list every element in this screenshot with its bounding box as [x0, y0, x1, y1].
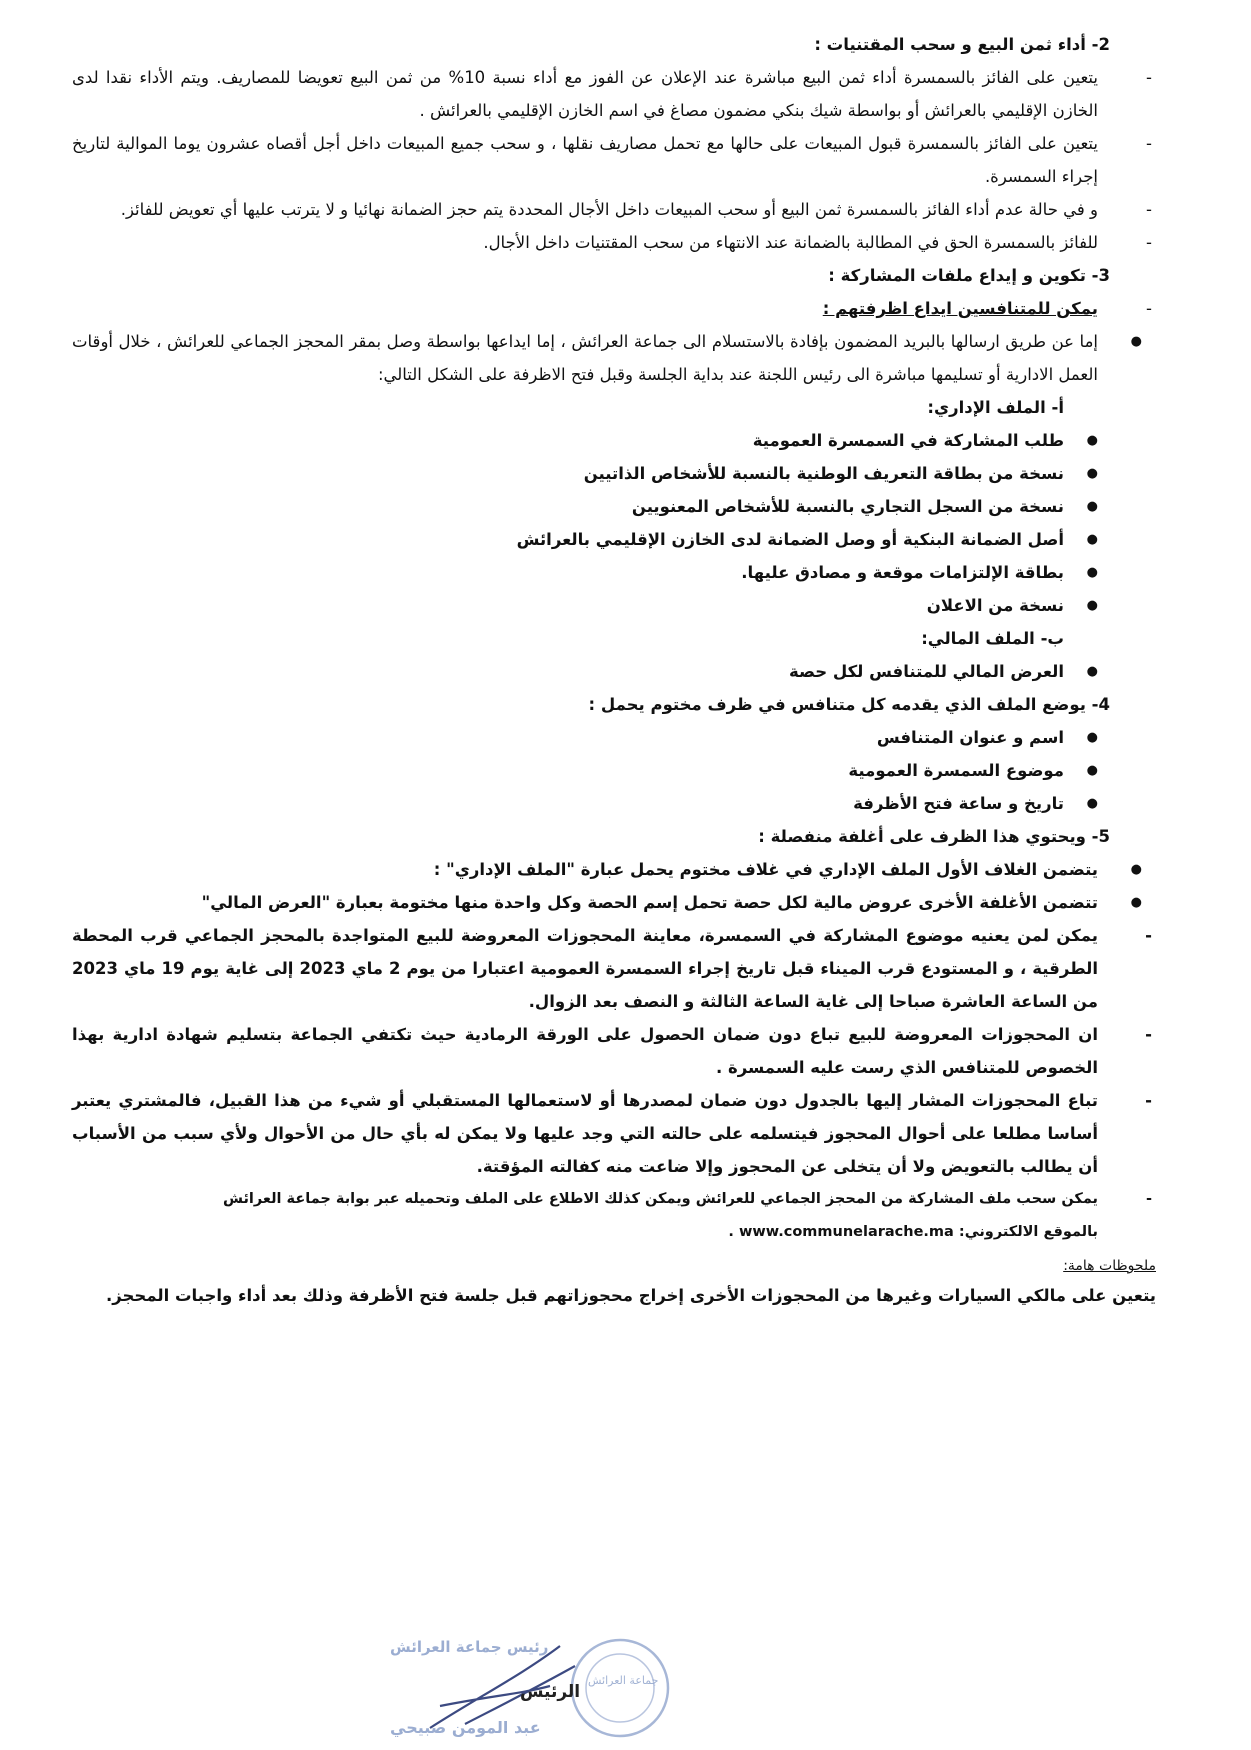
general-note: - يمكن لمن يعنيه موضوع المشاركة في السمسرة، معاينة المحجوزات المعروضة للبيع المتواجدة بالمحجز الجماعي قرب المحطة الطرقية ، و المستودع قرب الميناء قبل تاريخ إجراء السمسرة العمومية اعتبارا من يوم 2 ماي 2023 إلى غاية يوم 19 ماي 2023 من الساعة العاشرة صباحا إلى غاية الساعة الثالثة و النصف بعد الزوال. [72, 926, 1152, 1011]
signatory-name: عبد المومن صبيحي [390, 1718, 541, 1737]
s5-item: ● تتضمن الأغلفة الأخرى عروض مالية لكل حصة تحمل إسم الحصة وكل واحدة منها مختومة بعبارة "العرض المالي" [201, 893, 1142, 912]
s2-item: - للفائز بالسمسرة الحق في المطالبة بالضمانة عند الانتهاء من سحب المقتنيات داخل الأجال. [483, 233, 1152, 252]
s2-item: - يتعين على الفائز بالسمسرة قبول المبيعات على حالها مع تحمل مصاريف نقلها ، و سحب جميع المبيعات داخل أجل أقصاه عشرون يوما الموالية لتاريخ إجراء السمسرة. [72, 134, 1152, 186]
admin-item: ● نسخة من بطاقة التعريف الوطنية بالنسبة للأشخاص الذاتيين [583, 464, 1098, 483]
stamp-top-text: رئيس جماعة العرائش [390, 1638, 549, 1656]
admin-item: ● بطاقة الإلتزامات موقعة و مصادق عليها. [741, 563, 1098, 582]
admin-item: ● نسخة من الاعلان [926, 596, 1098, 615]
general-note: - ان المحجوزات المعروضة للبيع تباع دون ضمان الحصول على الورقة الرمادية حيث تكتفي الجماعة بتسليم شهادة ادارية بهذا الخصوص للمتنافس الذي رست عليه السمسرة . [72, 1025, 1152, 1077]
general-note: - تباع المحجوزات المشار إليها بالجدول دون ضمان لمصدرها أو لاستعمالها المستقبلي أو شيء من هذا القبيل، فالمشتري يعتبر أساسا مطلعا على أحوال المحجوز فيتسلمه على حالته التي وجد عليها ولا يمكن له بأي حال من الأحوال ولأي سبب من الأسباب أن يطالب بالتعويض ولا أن يتخلى عن المحجوز وإلا ضاعت منه كفالته المؤقتة. [72, 1091, 1152, 1176]
envelope-item: ● اسم و عنوان المتنافس [876, 728, 1098, 747]
download-note: - يمكن سحب ملف المشاركة من المحجز الجماعي للعرائش ويمكن كذلك الاطلاع على الملف وتحميله عبر بوابة جماعة العرائش بالموقع الالكتروني: www.communelarache.ma . [222, 1191, 1152, 1240]
signature-block [370, 1636, 690, 1746]
section-3-heading: 3- تكوين و إيداع ملفات المشاركة : [828, 266, 1110, 285]
s3-deposit: ● إما عن طريق ارسالها بالبريد المضمون بإفادة بالاستسلام الى جماعة العرائش ، إما ايداعها بواسطة وصل بمقر المحجز الجماعي للعرائش ، خلال أوقات العمل الادارية أو تسليمها مباشرة الى رئيس اللجنة عند بداية الجلسة وقبل فتح الاظرفة على الشكل التالي: [72, 332, 1142, 384]
envelope-item: ● تاريخ و ساعة فتح الأظرفة [853, 794, 1098, 813]
document-body [72, 28, 1156, 1312]
website-link[interactable]: www.communelarache.ma [738, 1224, 954, 1240]
financial-item: ● العرض المالي للمتنافس لكل حصة [788, 662, 1098, 681]
section-4-heading: 4- يوضع الملف الذي يقدمه كل متنافس في ظرف مختوم يحمل : [588, 695, 1110, 714]
admin-item: ● أصل الضمانة البنكية أو وصل الضمانة لدى الخازن الإقليمي بالعرائش [516, 530, 1098, 549]
seal-text: جماعة العرائش [588, 1674, 659, 1687]
notes-text: يتعين على مالكي السيارات وغيرها من المحجوزات الأخرى إخراج محجوزاتهم قبل جلسة فتح الأظرفة وذلك بعد أداء واجبات المحجز. [106, 1286, 1156, 1305]
envelope-item: ● موضوع السمسرة العمومية [848, 761, 1098, 780]
section-5-heading: 5- ويحتوي هذا الظرف على أغلفة منفصلة : [758, 827, 1110, 846]
admin-item: ● طلب المشاركة في السمسرة العمومية [752, 431, 1098, 450]
s3-intro: - يمكن للمتنافسين ايداع اظرفتهم : [822, 299, 1152, 318]
signatory-title: الرئيس [520, 1682, 581, 1702]
admin-file-title: أ- الملف الإداري: [927, 398, 1064, 417]
s2-item: - يتعين على الفائز بالسمسرة أداء ثمن البيع مباشرة عند الإعلان عن الفوز مع أداء نسبة 10% من ثمن البيع تعويضا للمصاريف. ويتم الأداء نقدا لدى الخازن الإقليمي بالعرائش أو بواسطة شيك بنكي مضمون مصاغ في اسم الخازن الإقليمي بالعرائش . [72, 68, 1152, 120]
s2-item: - و في حالة عدم أداء الفائز بالسمسرة ثمن البيع أو سحب المبيعات داخل الأجال المحددة يتم حجز الضمانة نهائيا و لا يترتب عليها أي تعويض للفائز. [120, 200, 1152, 219]
notes-title: ملحوظات هامة: [1063, 1258, 1156, 1274]
financial-file-title: ب- الملف المالي: [921, 629, 1064, 648]
section-2-heading: 2- أداء ثمن البيع و سحب المقتنيات : [814, 35, 1110, 54]
admin-item: ● نسخة من السجل التجاري بالنسبة للأشخاص المعنويين [631, 497, 1098, 516]
s5-item: ● يتضمن الغلاف الأول الملف الإداري في غلاف مختوم يحمل عبارة "الملف الإداري" : [433, 860, 1142, 879]
